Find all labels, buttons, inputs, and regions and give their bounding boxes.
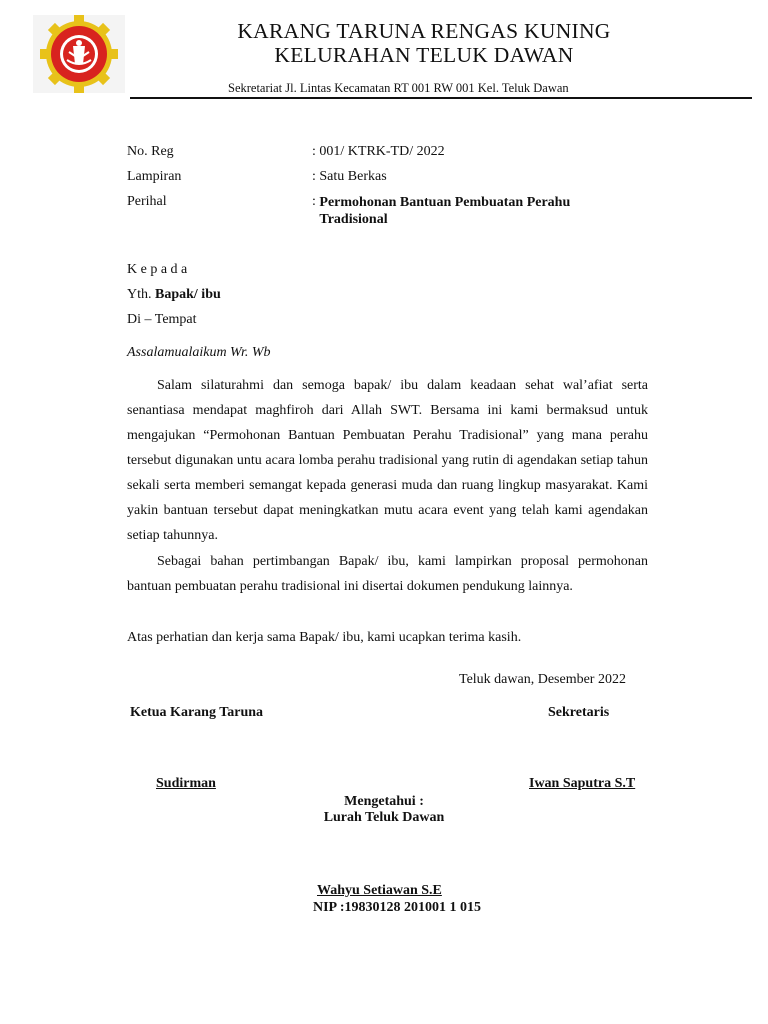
lurah-title: Lurah Teluk Dawan	[323, 810, 445, 825]
di-tempat: Di – Tempat	[127, 312, 197, 327]
mengetahui-label: Mengetahui :	[344, 794, 424, 809]
ketua-title: Ketua Karang Taruna	[130, 705, 264, 720]
place-date: Teluk dawan, Desember 2022	[459, 672, 626, 687]
lampiran-label: Lampiran	[127, 169, 182, 184]
perihal-subject: Permohonan Bantuan Pembuatan Perahu Tradisional	[319, 195, 571, 227]
lampiran-value: : Satu Berkas	[312, 169, 387, 184]
header-divider	[130, 97, 752, 99]
noreg-label: No. Reg	[127, 144, 174, 159]
noreg-value: : 001/ KTRK-TD/ 2022	[312, 144, 445, 159]
yth-prefix: Yth.	[127, 287, 152, 302]
recipient-line	[127, 287, 221, 303]
sekretaris-title: Sekretaris	[548, 705, 610, 720]
perihal-value-row	[312, 194, 619, 228]
lurah-name: Wahyu Setiawan S.E	[317, 883, 442, 898]
body-paragraph-2: Sebagai bahan pertimbangan Bapak/ ibu, kami lampirkan proposal permohonan bantuan pembuatan perahu tradisional ini disertai dokumen pendukung lainnya.	[127, 554, 648, 594]
org-title-line1: KARANG TARUNA RENGAS KUNING	[237, 19, 611, 43]
ketua-name: Sudirman	[156, 776, 216, 791]
lurah-nip: NIP :19830128 201001 1 015	[313, 900, 481, 915]
sekretaris-name: Iwan Saputra S.T	[529, 776, 636, 791]
org-title-line2: KELURAHAN TELUK DAWAN	[274, 43, 574, 67]
kepada-label: K e p a d a	[127, 262, 188, 277]
karang-taruna-emblem-icon	[33, 15, 125, 93]
secretariat-address: Sekretariat Jl. Lintas Kecamatan RT 001 RW 001 Kel. Teluk Dawan	[228, 81, 569, 95]
recipient-name: Bapak/ ibu	[155, 287, 221, 302]
body-paragraph-1: Salam silaturahmi dan semoga bapak/ ibu dalam keadaan sehat wal’afiat serta senantiasa mendapat maghfiroh dari Allah SWT. Bersama ini kami bermaksud untuk mengajukan “Permohonan Bantuan Pembuatan Perahu Tradisional” yang mana perahu tersebut digunakan untu acara lomba perahu tradisional yang rutin di agendakan setiap tahun sekali serta memberi semangat kepada generasi muda dan ruang lingkup masyarakat. Kami yakin bantuan tersebut dapat meningkatkan mutu acara event yang telah kami agendakan setiap tahunnya.	[127, 378, 648, 543]
perihal-label: Perihal	[127, 194, 167, 209]
perihal-colon: :	[312, 194, 320, 209]
greeting: Assalamualaikum Wr. Wb	[127, 345, 271, 360]
closing-line: Atas perhatian dan kerja sama Bapak/ ibu, kami ucapkan terima kasih.	[127, 630, 522, 645]
